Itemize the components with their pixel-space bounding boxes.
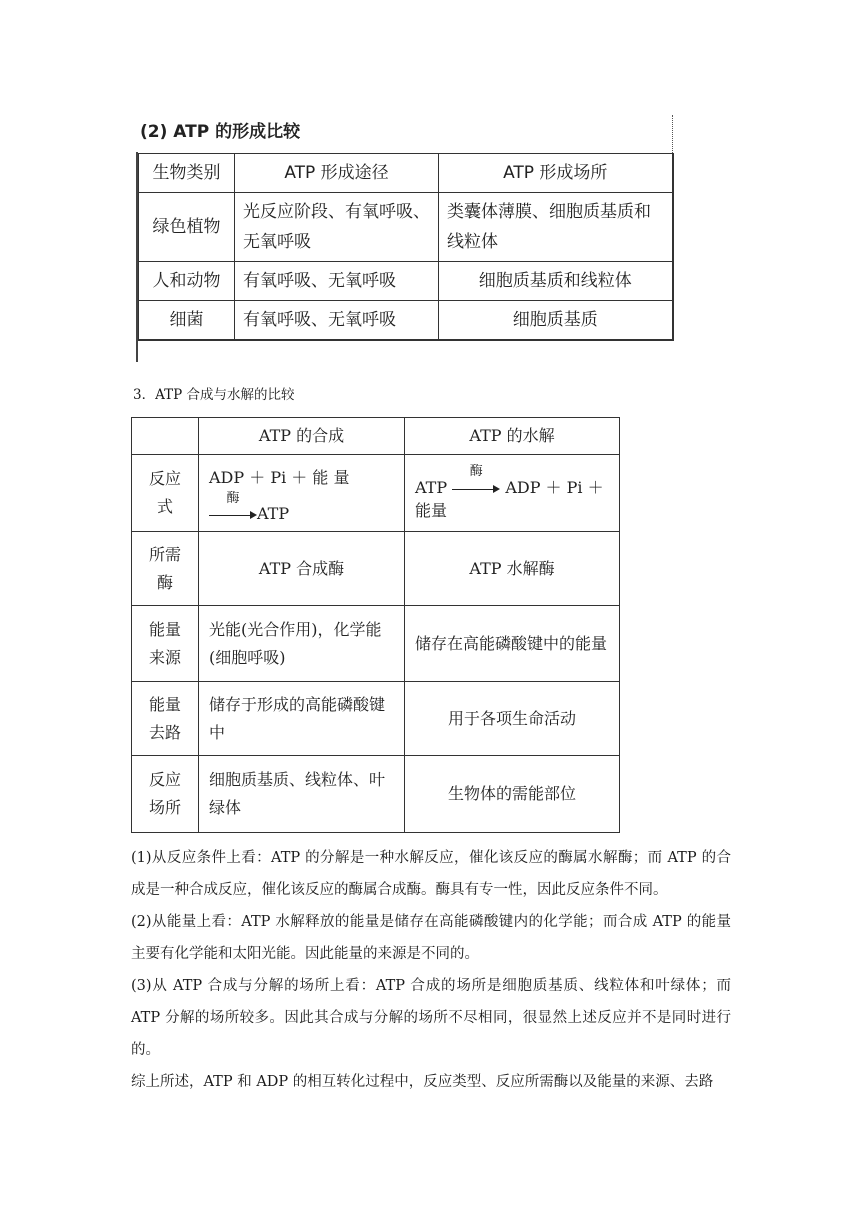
table1-title: (2) ATP 的形成比较 — [140, 122, 301, 142]
paragraph-summary: 综上所述，ATP 和 ADP 的相互转化过程中，反应类型、反应所需酶以及能量的来源、去路 — [131, 1074, 714, 1090]
cell-path: 有氧呼吸、无氧呼吸 — [235, 262, 439, 301]
cell-hydrolysis: 用于各项生命活动 — [405, 682, 620, 756]
row-label: 反应场所 — [132, 756, 199, 833]
enzyme-label: 酶 — [469, 464, 483, 479]
section-heading: 3．ATP 合成与水解的比较 — [133, 387, 295, 403]
header-path: ATP 形成途径 — [235, 154, 439, 193]
cell-synthesis: 细胞质基质、线粒体、叶绿体 — [199, 756, 405, 833]
reaction-line: ADP ＋ Pi ＋ 能 量 — [209, 468, 350, 487]
reaction-arrow-icon — [209, 510, 257, 520]
cell-hydrolysis: 生物体的需能部位 — [405, 756, 620, 833]
cell-category: 绿色植物 — [139, 193, 235, 262]
row-label: 反应式 — [132, 455, 199, 532]
cell-category: 细菌 — [139, 301, 235, 341]
header-empty — [132, 418, 199, 455]
cell-category: 人和动物 — [139, 262, 235, 301]
reaction-reactant: ATP — [415, 478, 448, 497]
cell-synthesis: 光能(光合作用)，化学能(细胞呼吸) — [199, 606, 405, 682]
reaction-products: ADP ＋ Pi ＋ — [505, 478, 604, 497]
row-label: 能量去路 — [132, 682, 199, 756]
cell-site: 类囊体薄膜、细胞质基质和线粒体 — [439, 193, 673, 262]
table-row — [139, 301, 673, 341]
cell-site: 细胞质基质 — [439, 301, 673, 341]
table-row — [132, 455, 620, 532]
reaction-arrow-icon — [452, 484, 500, 494]
crop-edge-dotted-line — [672, 115, 673, 157]
table-row — [132, 606, 620, 682]
reaction-line: 能量 — [415, 501, 448, 520]
table-header-row — [139, 154, 673, 193]
cell-synthesis: ATP 合成酶 — [199, 532, 405, 606]
paragraph-sites: (3)从 ATP 合成与分解的场所上看：ATP 合成的场所是细胞质基质、线粒体和叶绿体；而 ATP 分解的场所较多。因此其合成与分解的场所不尽相同，很显然上述反应并不是同时进行的。 — [131, 978, 731, 1058]
header-hydrolysis: ATP 的水解 — [405, 418, 620, 455]
header-synthesis: ATP 的合成 — [199, 418, 405, 455]
table-row — [139, 193, 673, 262]
table-header-row — [132, 418, 620, 455]
table-row — [132, 756, 620, 833]
cell-synthesis-reaction — [199, 455, 405, 532]
header-category: 生物类别 — [139, 154, 235, 193]
atp-formation-table — [138, 153, 674, 341]
header-site: ATP 形成场所 — [439, 154, 673, 193]
atp-synthesis-hydrolysis-table — [131, 417, 620, 833]
table-row — [132, 532, 620, 606]
row-label: 所需酶 — [132, 532, 199, 606]
cell-hydrolysis: 储存在高能磷酸键中的能量 — [405, 606, 620, 682]
cell-hydrolysis: ATP 水解酶 — [405, 532, 620, 606]
paragraph-energy: (2)从能量上看：ATP 水解释放的能量是储存在高能磷酸键内的化学能；而合成 ATP 的能量主要有化学能和太阳光能。因此能量的来源是不同的。 — [131, 914, 731, 962]
table-row — [139, 262, 673, 301]
paragraph-reaction-conditions: (1)从反应条件上看：ATP 的分解是一种水解反应，催化该反应的酶属水解酶；而 ATP 的合成是一种合成反应，催化该反应的酶属合成酶。酶具有专一性，因此反应条件不同。 — [131, 850, 731, 898]
table-row — [132, 682, 620, 756]
enzyme-label: 酶 — [226, 491, 240, 506]
reaction-product: ATP — [257, 504, 290, 523]
cell-path: 光反应阶段、有氧呼吸、无氧呼吸 — [235, 193, 439, 262]
cell-site: 细胞质基质和线粒体 — [439, 262, 673, 301]
cell-path: 有氧呼吸、无氧呼吸 — [235, 301, 439, 341]
cell-hydrolysis-reaction — [405, 455, 620, 532]
row-label: 能量来源 — [132, 606, 199, 682]
cell-synthesis: 储存于形成的高能磷酸键中 — [199, 682, 405, 756]
